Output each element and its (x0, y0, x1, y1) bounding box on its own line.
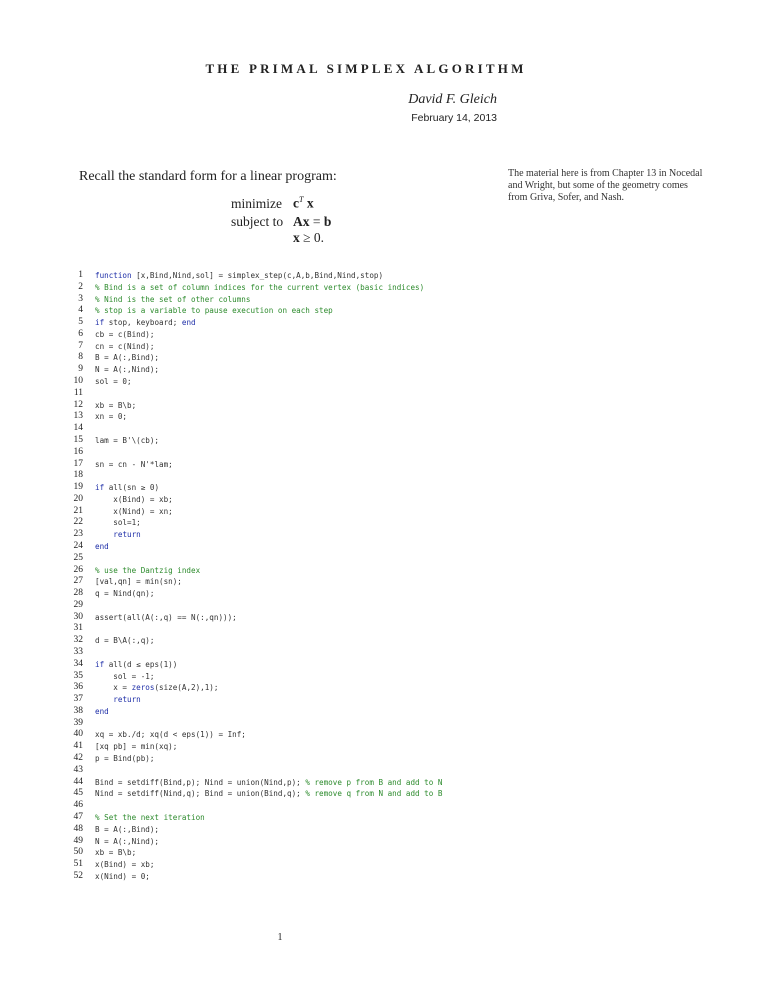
code-line (0, 494, 768, 506)
code-line (0, 447, 768, 459)
line-number: 3 (78, 293, 83, 304)
code-text (95, 329, 154, 341)
code-line (0, 529, 768, 541)
code-token: xq = xb./d; xq(d < eps(1)) = Inf; (95, 730, 246, 740)
code-keyword: function (95, 271, 132, 280)
code-token: lam = B'\(cb); (95, 435, 160, 445)
paper-title: THE PRIMAL SIMPLEX ALGORITHM (205, 61, 527, 76)
transpose-superscript: T (299, 195, 304, 204)
code-text (95, 282, 424, 294)
code-token: stop, keyboard; (104, 318, 182, 328)
line-number: 42 (73, 753, 83, 764)
code-line (0, 694, 768, 706)
code-text (95, 741, 177, 753)
code-line (0, 305, 768, 317)
code-token: x(Bind) = xb; (95, 494, 173, 504)
code-text (95, 812, 205, 824)
code-text (95, 836, 159, 848)
line-number: 26 (73, 564, 83, 575)
code-line (0, 588, 768, 600)
code-line (0, 659, 768, 671)
code-token (95, 530, 113, 539)
code-keyword: end (95, 706, 109, 716)
code-comment: % Nind is the set of other columns (95, 294, 251, 304)
code-line (0, 777, 768, 789)
code-text (95, 506, 173, 518)
intro-paragraph: Recall the standard form for a linear program: (79, 169, 337, 184)
code-token: xn = 0; (95, 412, 128, 422)
code-token: all(d ≤ eps(1)) (104, 659, 178, 669)
code-comment: % Bind is a set of column indices for the current vertex (basic indices) (95, 282, 425, 292)
line-number: 22 (73, 517, 83, 528)
code-text (95, 435, 159, 447)
line-number: 25 (73, 552, 83, 563)
code-text (95, 859, 154, 871)
line-number: 23 (73, 529, 83, 540)
code-keyword: if (95, 483, 105, 493)
code-text (95, 305, 333, 317)
line-number: 1 (78, 270, 83, 280)
margin-note: The material here is from Chapter 13 in Nocedal and Wright, but some of the geometry comes from Griva, Sofer, and Nash. (508, 168, 703, 203)
line-number: 29 (73, 599, 83, 610)
line-number: 19 (73, 482, 83, 493)
code-token: q = Nind(qn); (95, 589, 155, 599)
lp-objective-row (231, 195, 314, 212)
line-number: 20 (73, 493, 83, 504)
code-token (95, 695, 113, 704)
code-token: all(sn ≥ 0) (104, 483, 160, 493)
equals-sign: = (309, 214, 324, 229)
line-number: 5 (78, 317, 83, 328)
code-line (0, 729, 768, 741)
line-number: 52 (73, 870, 83, 881)
line-number: 44 (73, 776, 83, 787)
code-token: N = A(:,Nind); (95, 836, 160, 846)
line-number: 7 (78, 340, 83, 351)
code-line (0, 423, 768, 435)
code-text (95, 294, 250, 306)
line-number: 43 (73, 764, 83, 775)
code-text (95, 517, 141, 529)
code-line (0, 506, 768, 518)
line-number: 30 (73, 611, 83, 622)
line-number: 11 (73, 387, 83, 398)
code-text (95, 671, 154, 683)
code-keyword: zeros (131, 683, 155, 693)
code-line (0, 836, 768, 848)
code-line (0, 470, 768, 482)
code-line (0, 517, 768, 529)
line-number: 12 (73, 399, 83, 410)
code-text (95, 753, 154, 765)
code-line (0, 741, 768, 753)
line-number: 21 (73, 505, 83, 516)
code-text (95, 541, 109, 553)
code-line (0, 718, 768, 730)
code-line (0, 847, 768, 859)
line-number: 17 (73, 458, 83, 469)
minimize-label: minimize (231, 195, 282, 211)
code-line (0, 765, 768, 777)
code-token: xb = B\b; (95, 400, 137, 410)
code-text (95, 777, 442, 789)
code-keyword: end (181, 318, 196, 328)
line-number: 8 (78, 352, 83, 363)
line-number: 38 (73, 705, 83, 716)
code-text (95, 459, 173, 471)
code-token: sol=1; (95, 518, 141, 528)
code-line (0, 800, 768, 812)
code-text (95, 529, 141, 541)
line-number: 32 (73, 635, 83, 646)
code-text (95, 706, 109, 718)
code-line (0, 482, 768, 494)
code-text (95, 682, 218, 694)
code-line (0, 400, 768, 412)
code-token: [val,qn] = min(sn); (95, 577, 182, 587)
code-text (95, 847, 136, 859)
line-number: 31 (73, 623, 83, 634)
code-text (95, 788, 442, 800)
line-number: 37 (73, 694, 83, 705)
code-line (0, 294, 768, 306)
code-token: x(Nind) = 0; (95, 871, 150, 881)
line-number: 13 (73, 411, 83, 422)
code-line (0, 411, 768, 423)
code-text (95, 352, 159, 364)
code-keyword: if (95, 318, 105, 328)
code-text (95, 411, 127, 423)
code-text (95, 824, 159, 836)
code-token: N = A(:,Nind); (95, 365, 160, 375)
line-number: 48 (73, 823, 83, 834)
code-comment: % remove p from B and add to N (305, 777, 443, 787)
code-listing (0, 270, 768, 883)
code-token: p = Bind(pb); (95, 754, 155, 764)
line-number: 2 (78, 281, 83, 292)
code-line (0, 459, 768, 471)
code-line (0, 270, 768, 282)
code-line (0, 706, 768, 718)
code-text (95, 635, 154, 647)
code-line (0, 824, 768, 836)
code-line (0, 341, 768, 353)
code-line (0, 553, 768, 565)
code-comment: % stop is a variable to pause execution on each step (95, 306, 333, 316)
code-token: [xq pb] = min(xq); (95, 742, 178, 752)
code-text (95, 364, 159, 376)
code-line (0, 364, 768, 376)
line-number: 51 (73, 859, 83, 870)
code-keyword: return (113, 530, 141, 540)
code-keyword: end (95, 541, 109, 551)
code-token: x = (95, 683, 132, 693)
code-text (95, 659, 177, 671)
constraint-x: x (293, 230, 300, 245)
code-token: cb = c(Bind); (95, 329, 155, 339)
code-token: xb = B\b; (95, 848, 137, 858)
code-token: x(Nind) = xn; (95, 506, 173, 516)
line-number: 27 (73, 576, 83, 587)
code-text (95, 576, 182, 588)
lp-constraint-row-2 (231, 230, 324, 246)
code-line (0, 635, 768, 647)
code-line (0, 647, 768, 659)
code-text (95, 482, 159, 494)
line-number: 45 (73, 788, 83, 799)
line-number: 39 (73, 717, 83, 728)
line-number: 47 (73, 811, 83, 822)
code-token: d = B\A(:,q); (95, 636, 155, 646)
code-line (0, 788, 768, 800)
line-number: 10 (73, 376, 83, 387)
subject-to-label: subject to (231, 214, 284, 229)
code-line (0, 623, 768, 635)
code-line (0, 753, 768, 765)
code-token: Bind = setdiff(Bind,p); Nind = union(Nind,p); (95, 777, 306, 787)
code-token: (size(A,2),1); (154, 683, 219, 693)
code-token: assert(all(A(:,q) == N(:,qn))); (95, 612, 237, 622)
code-text (95, 341, 154, 353)
code-line (0, 682, 768, 694)
nonnegativity: ≥ 0. (299, 230, 325, 245)
code-line (0, 576, 768, 588)
line-number: 14 (73, 423, 83, 434)
code-line (0, 600, 768, 612)
page-number: 1 (277, 932, 283, 943)
code-token: B = A(:,Bind); (95, 824, 160, 834)
code-line (0, 859, 768, 871)
code-comment: % use the Dantzig index (95, 565, 201, 575)
code-line (0, 376, 768, 388)
lp-constraint-row-1 (231, 214, 331, 230)
line-number: 50 (73, 847, 83, 858)
code-line (0, 329, 768, 341)
code-text (95, 612, 237, 624)
code-text (95, 317, 196, 329)
code-line (0, 352, 768, 364)
line-number: 28 (73, 588, 83, 599)
code-comment: % remove q from N and add to B (305, 789, 443, 799)
code-keyword: return (113, 695, 141, 705)
code-token: cn = c(Nind); (95, 341, 155, 351)
code-token: sn = cn - N'*lam; (95, 459, 173, 469)
code-line (0, 541, 768, 553)
line-number: 41 (73, 741, 83, 752)
code-text (95, 565, 200, 577)
constraint-b: b (323, 214, 332, 229)
line-number: 34 (73, 658, 83, 669)
line-number: 36 (73, 682, 83, 693)
code-text (95, 694, 141, 706)
code-text (95, 871, 150, 883)
line-number: 18 (73, 470, 83, 481)
objective-x: x (306, 195, 314, 211)
code-text (95, 729, 246, 741)
code-text (95, 588, 154, 600)
code-line (0, 317, 768, 329)
code-token: Nind = setdiff(Nind,q); Bind = union(Bind,q); (95, 789, 306, 799)
code-line (0, 671, 768, 683)
code-text (95, 400, 136, 412)
line-number: 15 (73, 434, 83, 445)
code-text (95, 494, 173, 506)
code-line (0, 282, 768, 294)
code-token: B = A(:,Bind); (95, 353, 160, 363)
author-name: David F. Gleich (408, 92, 497, 107)
code-token: sol = 0; (95, 377, 132, 387)
code-text (95, 270, 383, 282)
line-number: 16 (73, 446, 83, 457)
objective-c: c (293, 195, 299, 211)
line-number: 4 (78, 305, 83, 316)
code-line (0, 812, 768, 824)
code-text (95, 376, 132, 388)
line-number: 9 (78, 364, 83, 375)
line-number: 33 (73, 647, 83, 657)
code-token: x(Bind) = xb; (95, 860, 155, 870)
line-number: 46 (73, 800, 83, 811)
code-keyword: if (95, 659, 105, 669)
publication-date: February 14, 2013 (411, 112, 497, 124)
code-token: sol = -1; (95, 671, 155, 681)
line-number: 49 (73, 835, 83, 846)
constraint-ax: Ax (293, 214, 310, 229)
code-token: [x,Bind,Nind,sol] = simplex_step(c,A,b,Bind,Nind,stop) (131, 271, 384, 280)
code-line (0, 871, 768, 883)
code-comment: % Set the next iteration (95, 812, 205, 822)
code-line (0, 388, 768, 400)
line-number: 6 (78, 328, 83, 339)
line-number: 40 (73, 729, 83, 740)
code-line (0, 612, 768, 624)
line-number: 35 (73, 670, 83, 681)
line-number: 24 (73, 540, 83, 551)
code-line (0, 565, 768, 577)
code-line (0, 435, 768, 447)
